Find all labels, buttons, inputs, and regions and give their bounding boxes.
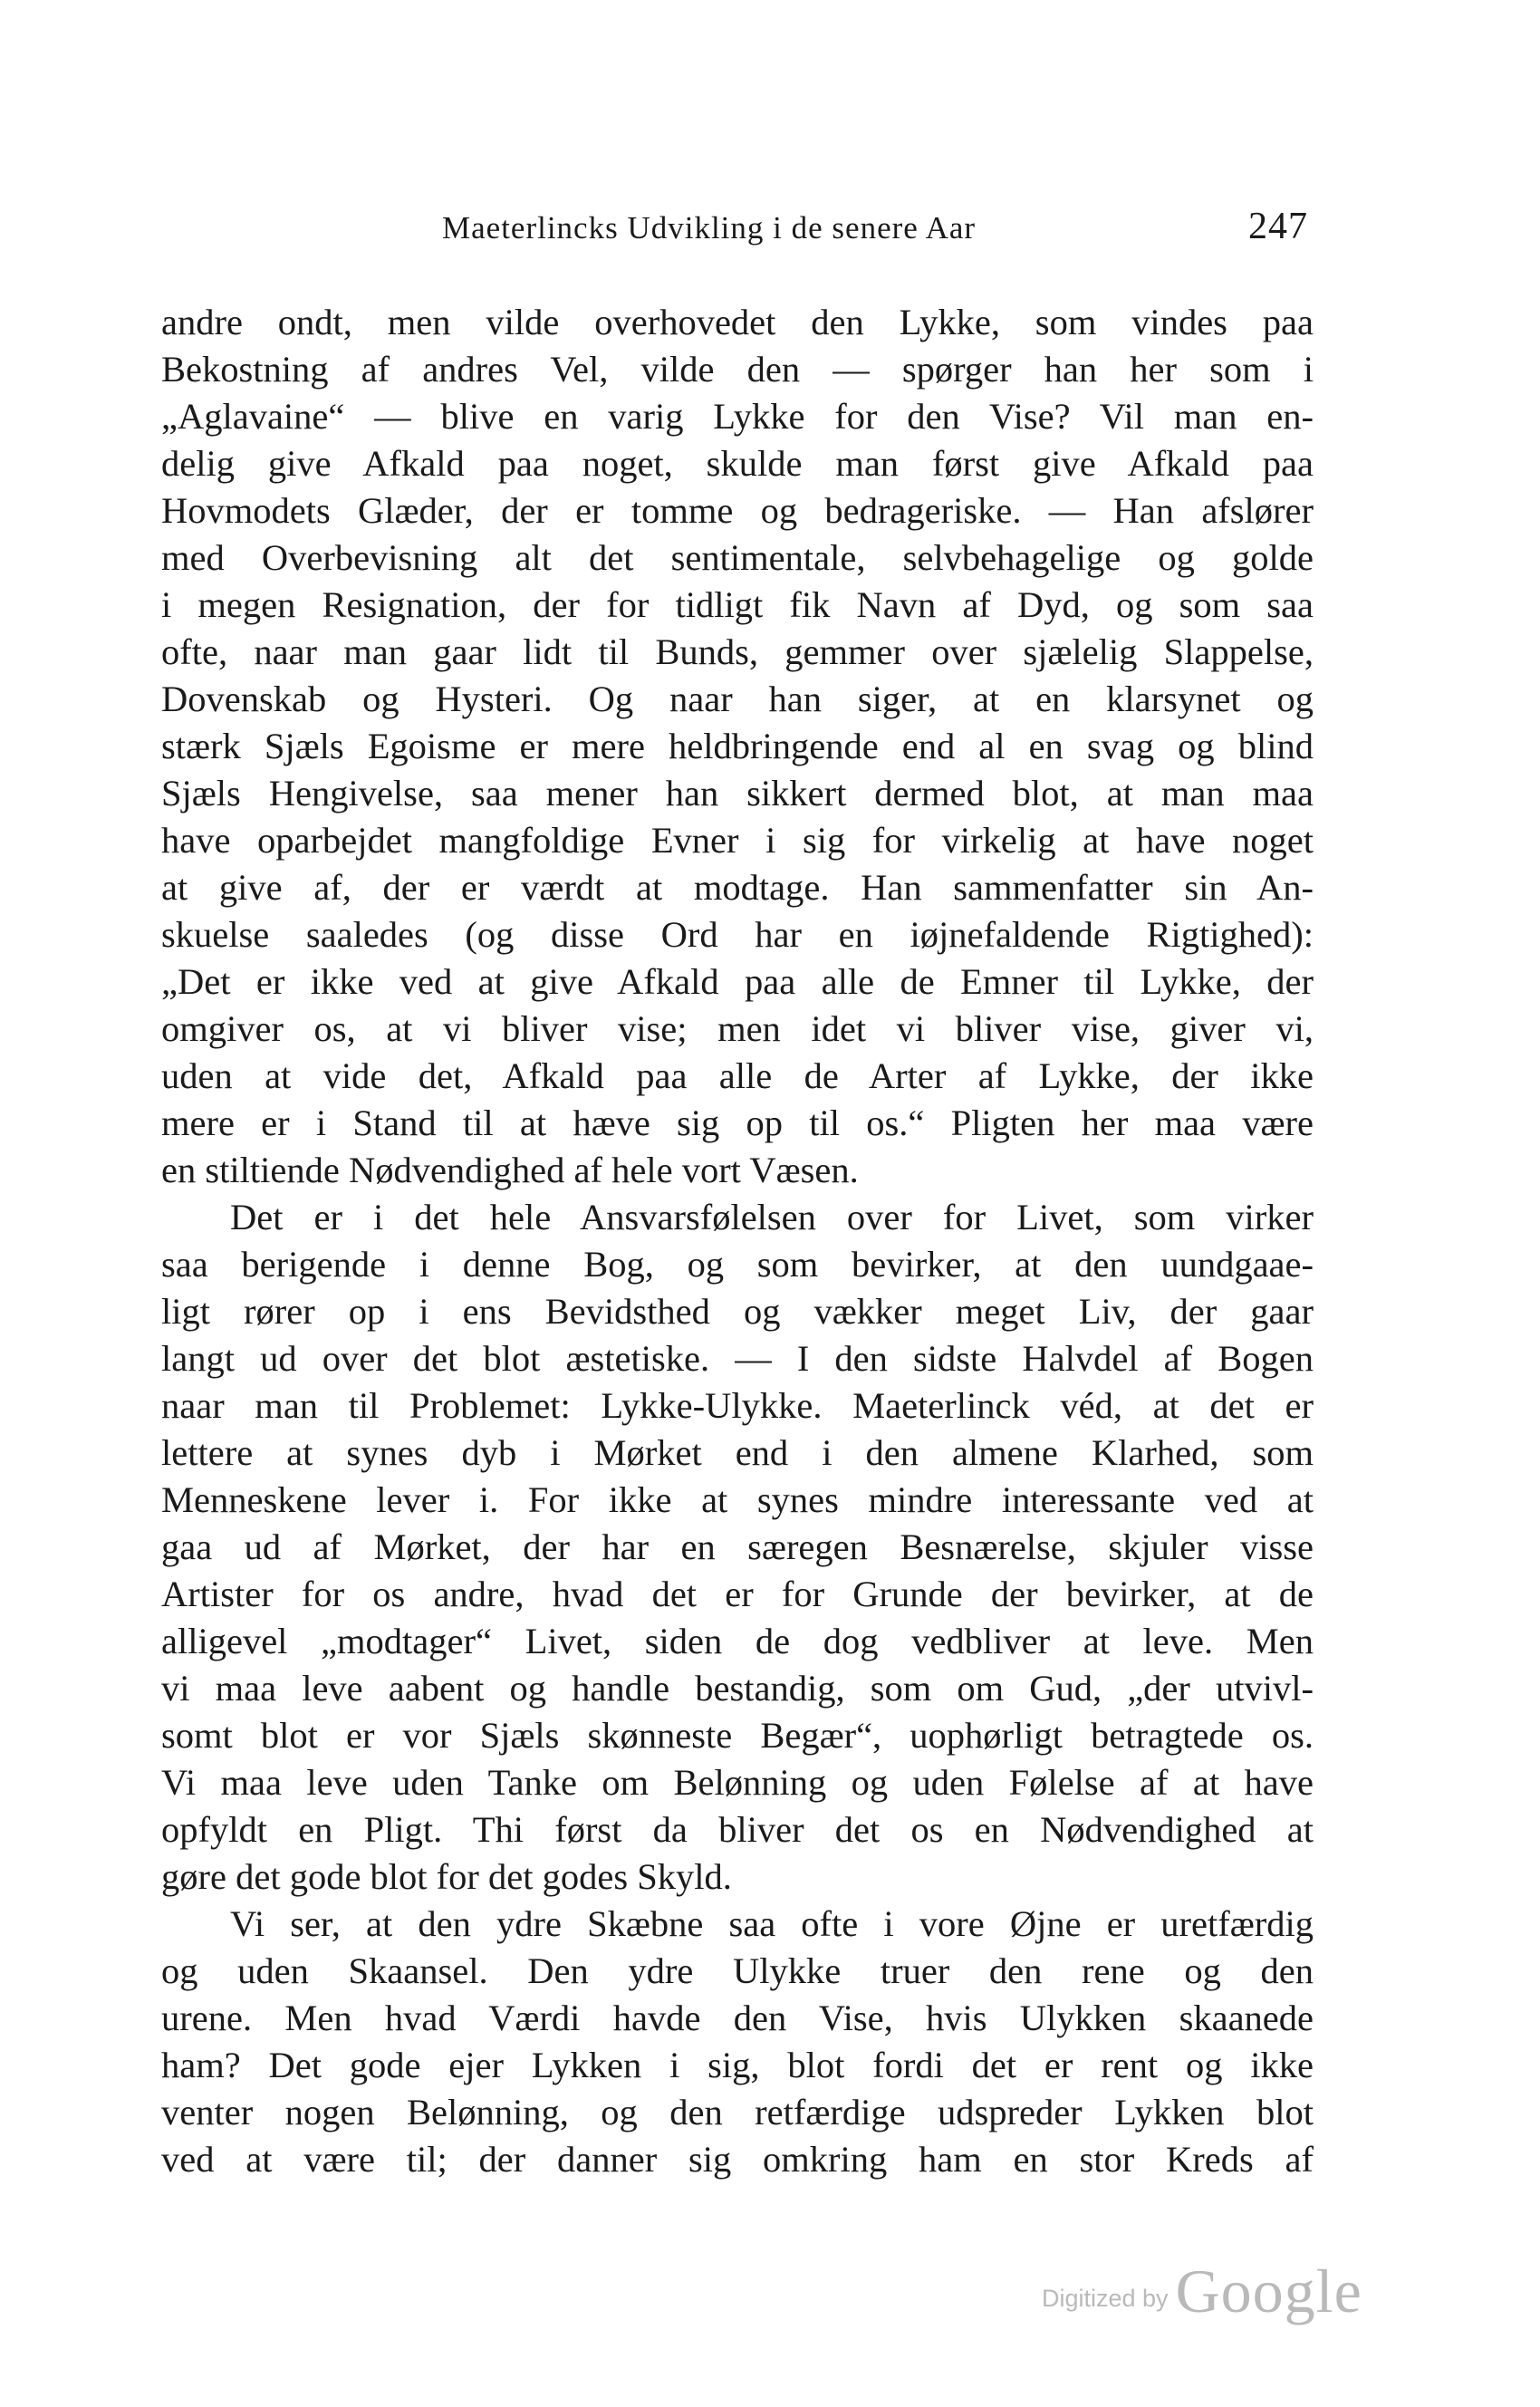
text-line: uden at vide det, Afkald paa alle de Arter af Lykke, der ikke [161,1055,1314,1096]
google-logo: Google [1175,2257,1362,2325]
text-line: at give af, der er værdt at modtage. Han sammenfatter sin An- [161,867,1314,908]
text-line: saa berigende i denne Bog, og som bevirker, at den uundgaae- [161,1244,1314,1285]
page-number: 247 [1248,206,1308,247]
text-line: delig give Afkald paa noget, skulde man først give Afkald paa [161,443,1314,484]
text-line: andre ondt, men vilde overhovedet den Lykke, som vindes paa [161,302,1314,342]
text-line: en stiltiende Nødvendighed af hele vort Væsen. [161,1150,859,1190]
text-line: Bekostning af andres Vel, vilde den — spørger han her som i [161,349,1314,390]
text-line: omgiver os, at vi bliver vise; men idet vi bliver vise, giver vi, [161,1008,1314,1049]
text-line: ham? Det gode ejer Lykken i sig, blot fordi det er rent og ikke [161,2045,1314,2085]
text-line: Det er i det hele Ansvarsfølelsen over for Livet, som virker [230,1197,1314,1237]
watermark-prefix: Digitized by [1042,2285,1169,2312]
text-line: i megen Resignation, der for tidligt fik Navn af Dyd, og som saa [161,584,1314,625]
running-head: Maeterlincks Udvikling i de senere Aar [442,210,977,246]
digitized-by-watermark [1042,2256,1362,2327]
text-line: lettere at synes dyb i Mørket end i den almene Klarhed, som [161,1432,1314,1473]
text-line: „Det er ikke ved at give Afkald paa alle de Emner til Lykke, der [161,961,1314,1002]
text-line: urene. Men hvad Værdi havde den Vise, hvis Ulykken skaanede [161,1998,1314,2038]
text-line: stærk Sjæls Egoisme er mere heldbringende end al en svag og blind [161,726,1314,766]
text-line: Menneskene lever i. For ikke at synes mindre interessante ved at [161,1479,1314,1520]
text-line: opfyldt en Pligt. Thi først da bliver det os en Nødvendighed at [161,1809,1314,1850]
text-line: gaa ud af Mørket, der har en særegen Besnærelse, skjuler visse [161,1526,1314,1567]
text-line: venter nogen Belønning, og den retfærdige udspreder Lykken blot [161,2092,1314,2133]
text-line: Artister for os andre, hvad det er for Grunde der bevirker, at de [161,1574,1314,1614]
text-line: naar man til Problemet: Lykke-Ulykke. Maeterlinck véd, at det er [161,1385,1314,1426]
text-line: Sjæls Hengivelse, saa mener han sikkert dermed blot, at man maa [161,773,1314,814]
text-line: ligt rører op i ens Bevidsthed og vækker meget Liv, der gaar [161,1291,1314,1332]
text-line: have oparbejdet mangfoldige Evner i sig for virkelig at have noget [161,820,1314,861]
text-line: Dovenskab og Hysteri. Og naar han siger, at en klarsynet og [161,679,1314,719]
text-line: og uden Skaansel. Den ydre Ulykke truer den rene og den [161,1950,1314,1991]
text-line: Hovmodets Glæder, der er tomme og bedrageriske. — Han afslører [161,490,1314,531]
text-line: mere er i Stand til at hæve sig op til os.“ Pligten her maa være [161,1102,1314,1143]
text-line: somt blot er vor Sjæls skønneste Begær“, uophørligt betragtede os. [161,1715,1314,1756]
text-line: Vi ser, at den ydre Skæbne saa ofte i vore Øjne er uretfærdig [230,1903,1314,1944]
text-line: vi maa leve aabent og handle bestandig, som om Gud, „der utvivl- [161,1668,1314,1709]
text-line: gøre det gode blot for det godes Skyld. [161,1856,732,1897]
text-line: skuelse saaledes (og disse Ord har en iøjnefaldende Rigtighed): [161,914,1314,955]
text-line: langt ud over det blot æstetiske. — I den sidste Halvdel af Bogen [161,1338,1314,1379]
text-line: med Overbevisning alt det sentimentale, selvbehagelige og golde [161,537,1314,578]
text-line: ofte, naar man gaar lidt til Bunds, gemmer over sjælelig Slappelse, [161,631,1314,672]
body-text [161,299,1314,2183]
text-line: „Aglavaine“ — blive en varig Lykke for den Vise? Vil man en- [161,396,1314,437]
text-line: alligevel „modtager“ Livet, siden de dog vedbliver at leve. Men [161,1621,1314,1661]
text-line: ved at være til; der danner sig omkring ham en stor Kreds af [161,2139,1314,2180]
text-line: Vi maa leve uden Tanke om Belønning og uden Følelse af at have [161,1762,1314,1803]
